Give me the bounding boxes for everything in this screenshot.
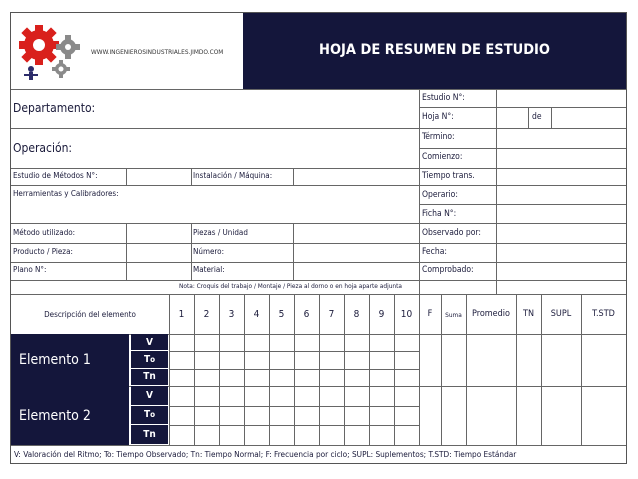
col-header-4: 4 bbox=[253, 309, 260, 320]
row-label: V bbox=[146, 336, 153, 348]
col-header-f: F bbox=[427, 309, 433, 319]
row-label: V bbox=[146, 389, 153, 401]
plano-label: Plano N°: bbox=[13, 265, 47, 274]
instalacion-label: Instalación / Máquina: bbox=[193, 171, 273, 180]
col-header-tn: TN bbox=[523, 309, 534, 319]
element-name: Elemento 2 bbox=[19, 407, 91, 424]
ficha-label: Ficha N°: bbox=[422, 209, 457, 219]
hoja-no-label: Hoja N°: bbox=[422, 112, 454, 122]
col-header-3: 3 bbox=[228, 309, 235, 320]
row-label-cell bbox=[131, 386, 168, 405]
col-header-suma: Suma bbox=[445, 311, 462, 319]
row-label: Tn bbox=[143, 429, 156, 441]
row-label: To bbox=[143, 353, 156, 365]
herramientas-label: Herramientas y Calibradores: bbox=[13, 189, 119, 198]
material-label: Material: bbox=[193, 265, 225, 274]
col-header-supl: SUPL bbox=[550, 309, 572, 319]
element-name-cell bbox=[11, 386, 129, 445]
producto-label: Producto / Pieza: bbox=[13, 247, 73, 256]
departamento-label: Departamento: bbox=[13, 101, 96, 115]
row-label-cell bbox=[131, 406, 168, 425]
operacion-label: Operación: bbox=[13, 141, 73, 155]
element-table bbox=[11, 294, 626, 445]
col-header-9: 9 bbox=[378, 309, 385, 320]
row-label-cell bbox=[131, 334, 168, 350]
col-header-5: 5 bbox=[278, 309, 285, 320]
observado-por-label: Observado por: bbox=[422, 228, 481, 238]
col-header-tstd: T.STD bbox=[592, 309, 615, 319]
col-header-6: 6 bbox=[303, 309, 310, 320]
operario-label: Operario: bbox=[422, 190, 458, 200]
col-header-promedio: Promedio bbox=[471, 309, 511, 319]
row-label-cell bbox=[131, 369, 168, 385]
col-header-1: 1 bbox=[178, 309, 185, 320]
estudio-no-label: Estudio N°: bbox=[422, 93, 465, 103]
fecha-label: Fecha: bbox=[422, 247, 447, 257]
gears-logo-icon bbox=[13, 19, 91, 83]
title-banner bbox=[243, 13, 626, 89]
summary-sheet bbox=[10, 12, 627, 464]
nota-text: Nota: Croquis del trabajo / Montaje / Pieza al dorno o en hoja aparte adjunta bbox=[179, 282, 402, 290]
website-url[interactable]: WWW.INGENIEROSINDUSTRIALES.JIMDO.COM bbox=[91, 48, 224, 56]
col-header-8: 8 bbox=[353, 309, 360, 320]
comienzo-label: Comienzo: bbox=[422, 152, 463, 162]
de-label: de bbox=[532, 112, 542, 122]
col-header-10: 10 bbox=[400, 309, 413, 320]
logo-area bbox=[11, 13, 243, 89]
row-label-cell bbox=[131, 425, 168, 444]
tiempo-trans-label: Tiempo trans. bbox=[422, 171, 475, 181]
row-label: Tn bbox=[143, 371, 156, 383]
col-header-7: 7 bbox=[328, 309, 335, 320]
desc-header: Descripción del elemento bbox=[44, 310, 136, 319]
legend-footer: V: Valoración del Ritmo; To: Tiempo Observado; Tn: Tiempo Normal; F: Frecuencia por ciclo; SUPL: Suplementos; T.STD: Tiempo Estándar bbox=[14, 449, 517, 459]
col-header-2: 2 bbox=[203, 309, 210, 320]
termino-label: Término: bbox=[422, 132, 455, 142]
estudio-metodos-label: Estudio de Métodos N°: bbox=[13, 171, 98, 180]
element-name-cell bbox=[11, 334, 129, 386]
comprobado-label: Comprobado: bbox=[422, 265, 474, 275]
numero-label: Número: bbox=[193, 247, 224, 256]
element-name: Elemento 1 bbox=[19, 352, 91, 368]
sheet-title: HOJA DE RESUMEN DE ESTUDIO bbox=[319, 42, 550, 58]
metodo-label: Método utilizado: bbox=[13, 228, 76, 237]
row-label: To bbox=[143, 409, 156, 421]
row-label-cell bbox=[131, 351, 168, 367]
piezas-unidad-label: Piezas / Unidad bbox=[193, 228, 248, 237]
